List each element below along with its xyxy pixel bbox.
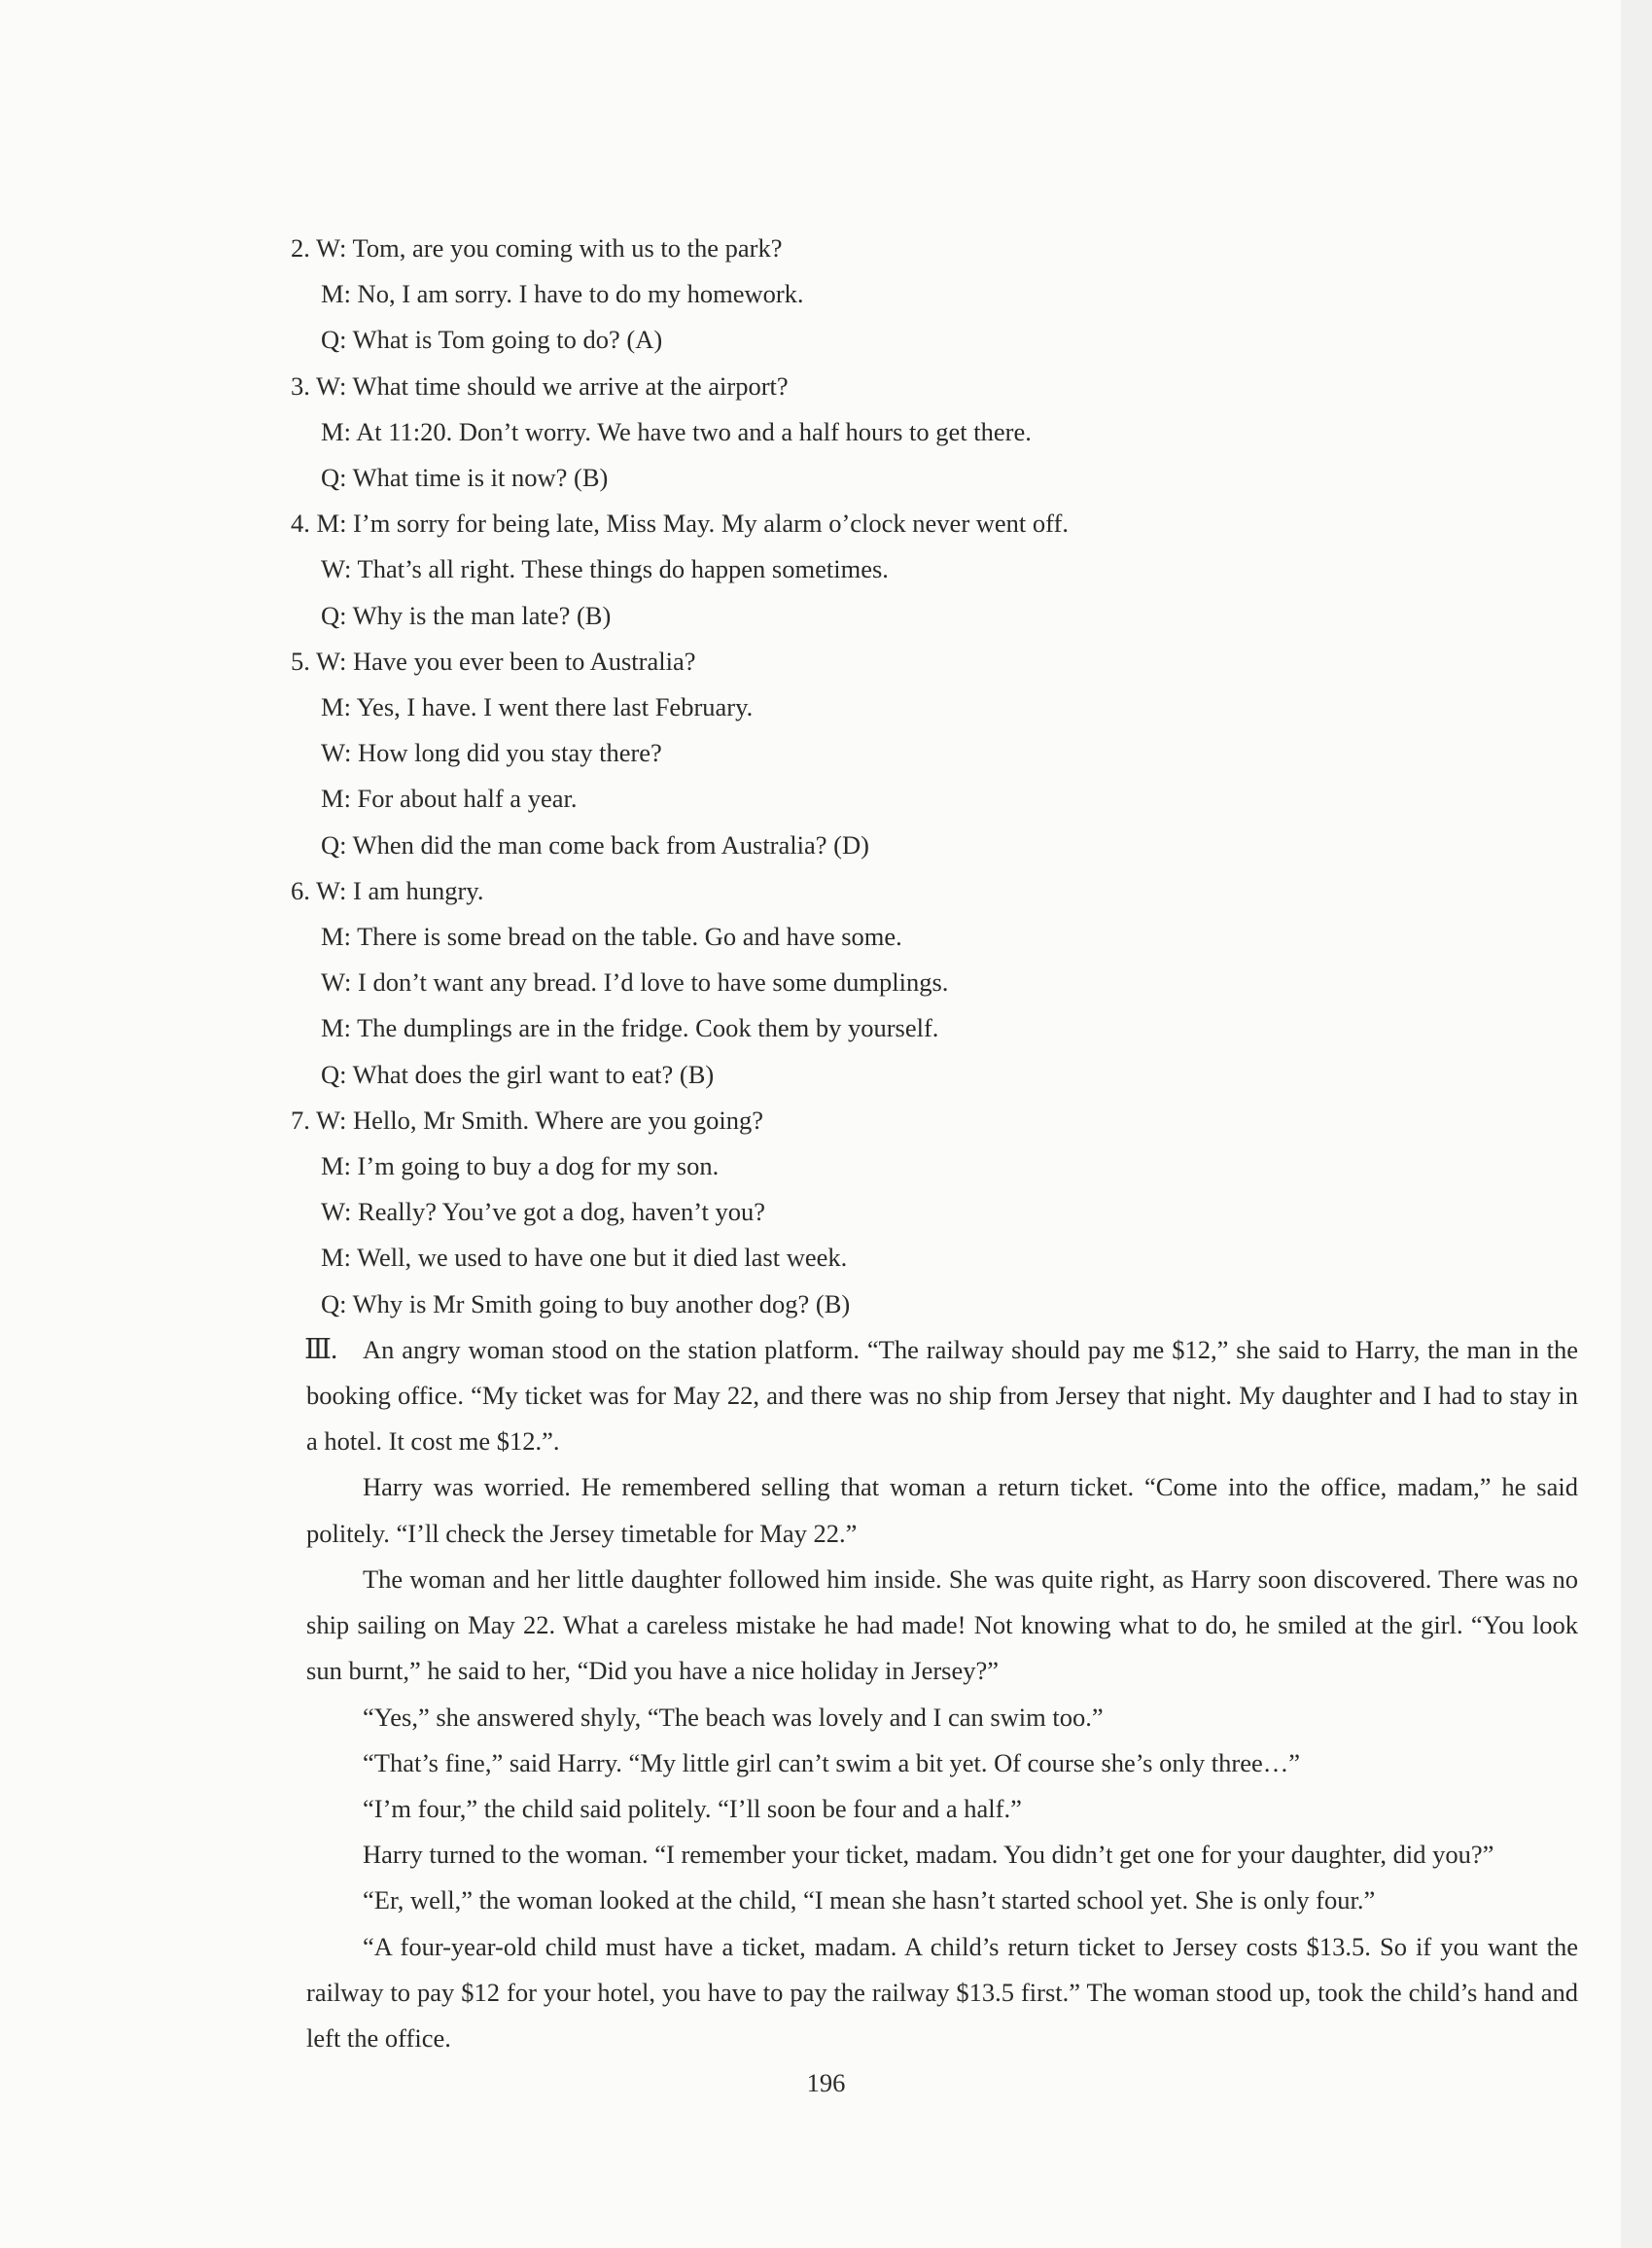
dialogue-line: M: There is some bread on the table. Go and have some. <box>321 922 902 952</box>
dialogue-line: W: I don’t want any bread. I’d love to have some dumplings. <box>321 967 949 998</box>
dialogue-question-line: 5. W: Have you ever been to Australia? <box>291 646 696 676</box>
dialogue-line: M: I’m going to buy a dog for my son. <box>321 1151 720 1181</box>
dialogue-item <box>0 501 1652 639</box>
passage-paragraph: Ⅲ. An angry woman stood on the station platform. “The railway should pay me $12,” she said to Harry, the man in the booking office. “My ticket was for May 22, and there was no ship from Jersey that night. My daughter and I had to stay in a hotel. It cost me $12.”. <box>306 1327 1578 1465</box>
dialogue-answer-line: Q: Why is Mr Smith going to buy another dog? (B) <box>321 1288 851 1318</box>
reading-passage <box>0 1327 1652 2061</box>
passage-paragraph: Harry was worried. He remembered selling that woman a return ticket. “Come into the office, madam,” he said politely. “I’ll check the Jersey timetable for May 22.” <box>306 1472 1578 1548</box>
page-content <box>0 226 1652 2061</box>
dialogue-line: M: Well, we used to have one but it died last week. <box>321 1243 848 1273</box>
dialogue-line: M: At 11:20. Don’t worry. We have two and a half hours to get there. <box>321 416 1032 446</box>
section-number: Ⅲ. <box>304 1333 337 1365</box>
dialogue-line: M: Yes, I have. I went there last February. <box>321 692 754 722</box>
dialogue-answer-line: Q: Why is the man late? (B) <box>321 600 612 630</box>
dialogue-answer-line: Q: What is Tom going to do? (A) <box>321 325 663 355</box>
dialogue-line: W: Really? You’ve got a dog, haven’t you? <box>321 1197 766 1227</box>
passage-paragraph: “That’s fine,” said Harry. “My little girl can’t swim a bit yet. Of course she’s only three…” <box>363 1747 1301 1777</box>
dialogue-item <box>0 868 1652 1098</box>
dialogue-item <box>0 639 1652 868</box>
passage-paragraph: The woman and her little daughter followed him inside. She was quite right, as Harry soon discovered. There was no ship sailing on May 22. What a careless mistake he had made! Not knowing what to do, he smiled at the girl. “You look sun burnt,” he said to her, “Did you have a nice holiday in Jersey?” <box>306 1563 1578 1686</box>
page-number: 196 <box>806 2068 846 2097</box>
dialogue-line: M: The dumplings are in the fridge. Cook them by yourself. <box>321 1013 939 1043</box>
dialogue-question-line: 6. W: I am hungry. <box>291 875 484 905</box>
dialogue-line: W: That’s all right. These things do happen sometimes. <box>321 554 889 584</box>
passage-paragraph: “I’m four,” the child said politely. “I’ll soon be four and a half.” <box>363 1793 1022 1823</box>
passage-paragraph: “Er, well,” the woman looked at the child, “I mean she hasn’t started school yet. She is only four.” <box>363 1885 1376 1915</box>
passage-paragraph: “A four-year-old child must have a ticket, madam. A child’s return ticket to Jersey costs $13.5. So if you want the railway to pay $12 for your hotel, you have to pay the railway $13.5 first.” The woman stood up, took the child’s hand and left the office. <box>306 1931 1578 2053</box>
dialogue-question-line: 7. W: Hello, Mr Smith. Where are you going? <box>291 1105 763 1135</box>
dialogue-item <box>0 364 1652 502</box>
dialogue-line: M: No, I am sorry. I have to do my homework. <box>321 279 804 309</box>
dialogue-line: M: For about half a year. <box>321 784 578 814</box>
dialogue-answer-line: Q: What does the girl want to eat? (B) <box>321 1059 715 1089</box>
dialogue-answer-line: Q: When did the man come back from Australia? (D) <box>321 829 869 860</box>
dialogue-question-line: 2. W: Tom, are you coming with us to the park? <box>291 233 783 263</box>
dialogue-item <box>0 226 1652 364</box>
dialogue-line: W: How long did you stay there? <box>321 738 662 768</box>
dialogue-answer-line: Q: What time is it now? (B) <box>321 463 609 493</box>
dialogue-question-line: 3. W: What time should we arrive at the airport? <box>291 370 789 401</box>
dialogue-item <box>0 1098 1652 1327</box>
passage-paragraph: Harry turned to the woman. “I remember your ticket, madam. You didn’t get one for your daughter, did you?” <box>363 1840 1494 1870</box>
dialogue-question-line: 4. M: I’m sorry for being late, Miss May. My alarm o’clock never went off. <box>291 509 1069 539</box>
passage-paragraph: “Yes,” she answered shyly, “The beach was lovely and I can swim too.” <box>363 1702 1104 1732</box>
